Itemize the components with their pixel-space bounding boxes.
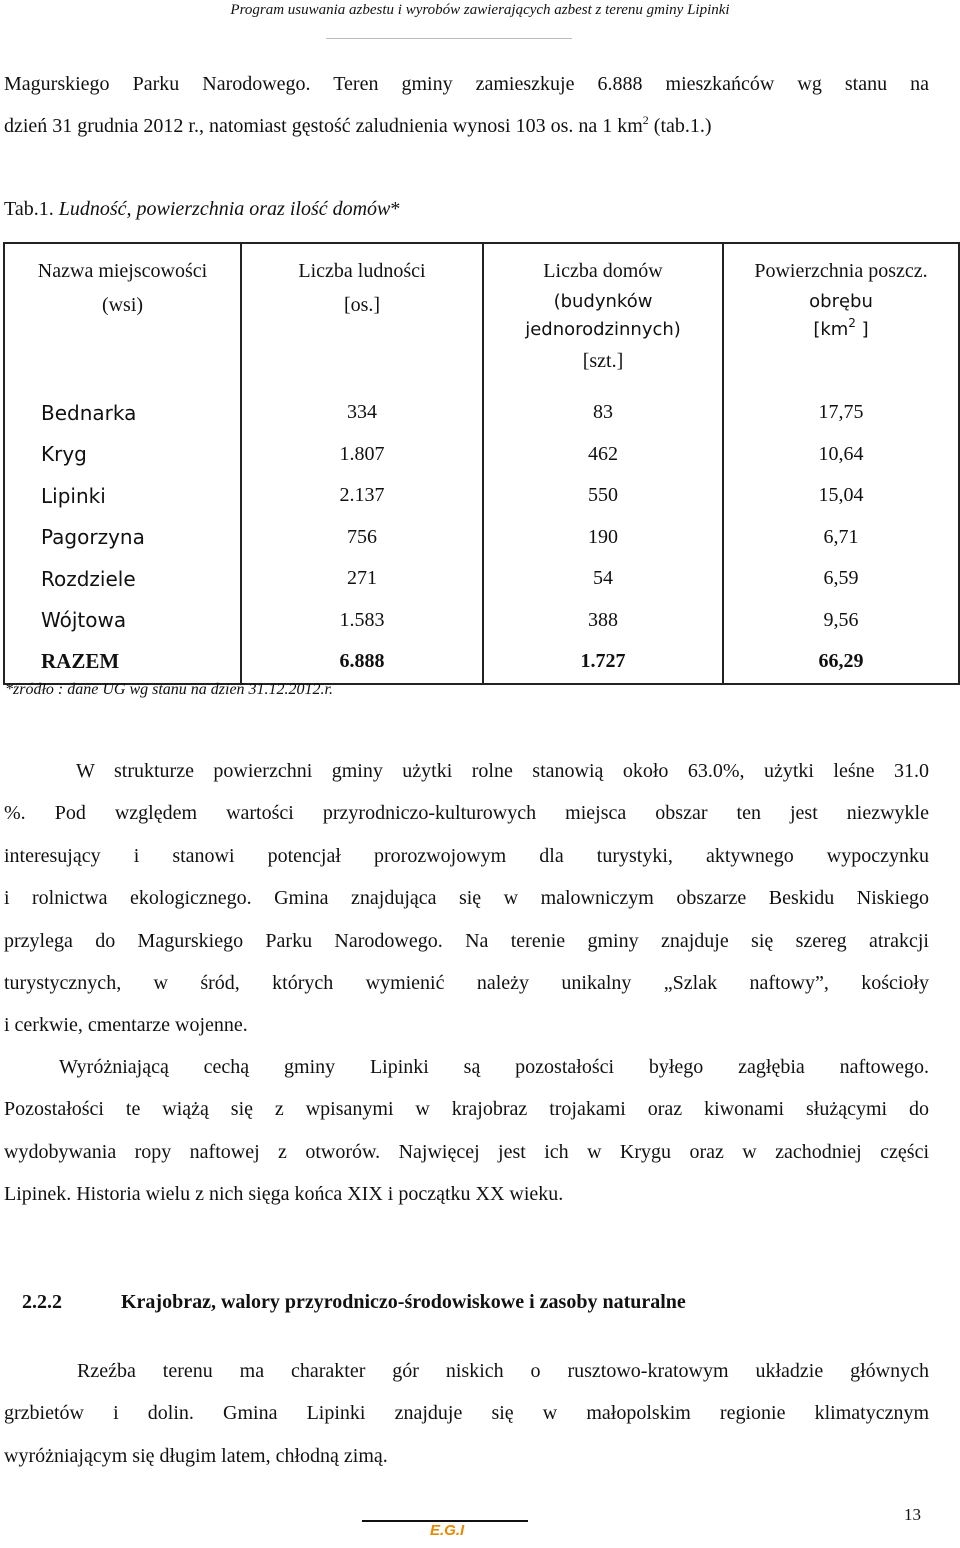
table-row bbox=[4, 392, 959, 434]
population-table bbox=[3, 242, 960, 685]
table-row bbox=[4, 558, 959, 600]
paragraph-line: grzbietów i dolin. Gmina Lipinki znajduje się w małopolskim regionie klimatycznym bbox=[4, 1402, 929, 1425]
cell-total-population: 6.888 bbox=[241, 641, 483, 684]
cell-houses: 83 bbox=[483, 392, 723, 434]
paragraph-line: Pozostałości te wiążą się z wpisanymi w krajobraz trojakami oraz kiwonami służącymi do bbox=[4, 1098, 929, 1121]
table-header-row bbox=[4, 243, 959, 392]
paragraph-line: i rolnictwa ekologicznego. Gmina znajdująca się w malowniczym obszarze Beskidu Niskiego bbox=[4, 887, 929, 910]
running-header: Program usuwania azbestu i wyrobów zawierających azbest z terenu gminy Lipinki bbox=[230, 2, 730, 18]
paragraph-oil-heritage bbox=[4, 1046, 929, 1216]
cell-houses: 550 bbox=[483, 475, 723, 517]
table-row bbox=[4, 434, 959, 476]
cell-area: 6,71 bbox=[723, 517, 959, 559]
cell-area: 9,56 bbox=[723, 600, 959, 642]
paragraph-line: przylega do Magurskiego Parku Narodowego. Na terenie gminy znajduje się szereg atrakcji bbox=[4, 929, 929, 952]
cell-population: 756 bbox=[241, 517, 483, 559]
intro-paragraph bbox=[4, 63, 929, 148]
cell-houses: 190 bbox=[483, 517, 723, 559]
cell-population: 2.137 bbox=[241, 475, 483, 517]
cell-name: Bednarka bbox=[4, 392, 241, 434]
paragraph-line: Wyróżniającą cechą gminy Lipinki są pozostałości byłego zagłębia naftowego. bbox=[59, 1056, 929, 1078]
paragraph-land-use bbox=[4, 750, 929, 1047]
table-caption: Tab.1. Ludność, powierzchnia oraz ilość domów* bbox=[4, 198, 401, 220]
paragraph-line: turystycznych, w śród, których wymienić należy unikalny „Szlak naftowy”, kościoły bbox=[4, 972, 929, 995]
intro-line: Magurskiego Parku Narodowego. Teren gminy zamieszkuje 6.888 mieszkańców wg stanu na bbox=[4, 73, 929, 95]
cell-population: 334 bbox=[241, 392, 483, 434]
cell-area: 10,64 bbox=[723, 434, 959, 476]
table-source-note: *źródło : dane UG wg stanu na dzień 31.12.2012.r. bbox=[5, 681, 334, 698]
cell-population: 271 bbox=[241, 558, 483, 600]
cell-name: Lipinki bbox=[4, 475, 241, 517]
paragraph-line: W strukturze powierzchni gminy użytki rolne stanowią około 63.0%, użytki leśne 31.0 bbox=[76, 760, 929, 782]
paragraph-line: %. Pod względem wartości przyrodniczo-kulturowych miejsca obszar ten jest niezwykle bbox=[4, 802, 929, 825]
cell-total-houses: 1.727 bbox=[483, 641, 723, 684]
paragraph-line: Lipinek. Historia wielu z nich sięga końca XIX i początku XX wieku. bbox=[4, 1183, 564, 1206]
header-rule bbox=[326, 38, 572, 39]
cell-name: Pagorzyna bbox=[4, 517, 241, 559]
cell-area: 6,59 bbox=[723, 558, 959, 600]
table-row bbox=[4, 600, 959, 642]
paragraph-line: Rzeźba terenu ma charakter gór niskich o rusztowo-kratowym układzie głównych bbox=[77, 1360, 929, 1382]
company-logo: E.G.I bbox=[430, 1522, 465, 1539]
intro-line: dzień 31 grudnia 2012 r., natomiast gęstość zaludnienia wynosi 103 os. na 1 $km^2$ (tab.1.) bbox=[4, 113, 712, 138]
page-number: 13 bbox=[904, 1505, 921, 1524]
cell-name: Kryg bbox=[4, 434, 241, 476]
paragraph-line: wydobywania ropy naftowej z otworów. Najwięcej jest ich w Krygu oraz w zachodniej części bbox=[4, 1140, 929, 1163]
paragraph-landscape bbox=[4, 1350, 929, 1477]
paragraph-line: i cerkwie, cmentarze wojenne. bbox=[4, 1014, 248, 1037]
cell-area: 15,04 bbox=[723, 475, 959, 517]
table-total-row bbox=[4, 641, 959, 684]
header-name: Nazwa miejscowości (wsi) bbox=[4, 243, 241, 392]
section-title: Krajobraz, walory przyrodniczo-środowiskowe i zasoby naturalne bbox=[121, 1291, 686, 1313]
cell-population: 1.807 bbox=[241, 434, 483, 476]
cell-total-name: RAZEM bbox=[4, 641, 241, 684]
paragraph-line: interesujący i stanowi potencjał prorozwojowym dla turystyki, aktywnego wypoczynku bbox=[4, 844, 929, 867]
header-area: Powierzchnia poszcz. obrębu [$km^2$ ] bbox=[723, 243, 959, 392]
header-houses: Liczba domów (budynków jednorodzinnych) [szt.] bbox=[483, 243, 723, 392]
table-row bbox=[4, 517, 959, 559]
cell-area: 17,75 bbox=[723, 392, 959, 434]
cell-name: Rozdziele bbox=[4, 558, 241, 600]
table-row bbox=[4, 475, 959, 517]
cell-houses: 462 bbox=[483, 434, 723, 476]
section-number: 2.2.2 bbox=[22, 1291, 62, 1313]
cell-total-area: 66,29 bbox=[723, 641, 959, 684]
header-population: Liczba ludności [os.] bbox=[241, 243, 483, 392]
cell-houses: 388 bbox=[483, 600, 723, 642]
paragraph-line: wyróżniającym się długim latem, chłodną zimą. bbox=[4, 1444, 388, 1467]
cell-population: 1.583 bbox=[241, 600, 483, 642]
cell-houses: 54 bbox=[483, 558, 723, 600]
cell-name: Wójtowa bbox=[4, 600, 241, 642]
